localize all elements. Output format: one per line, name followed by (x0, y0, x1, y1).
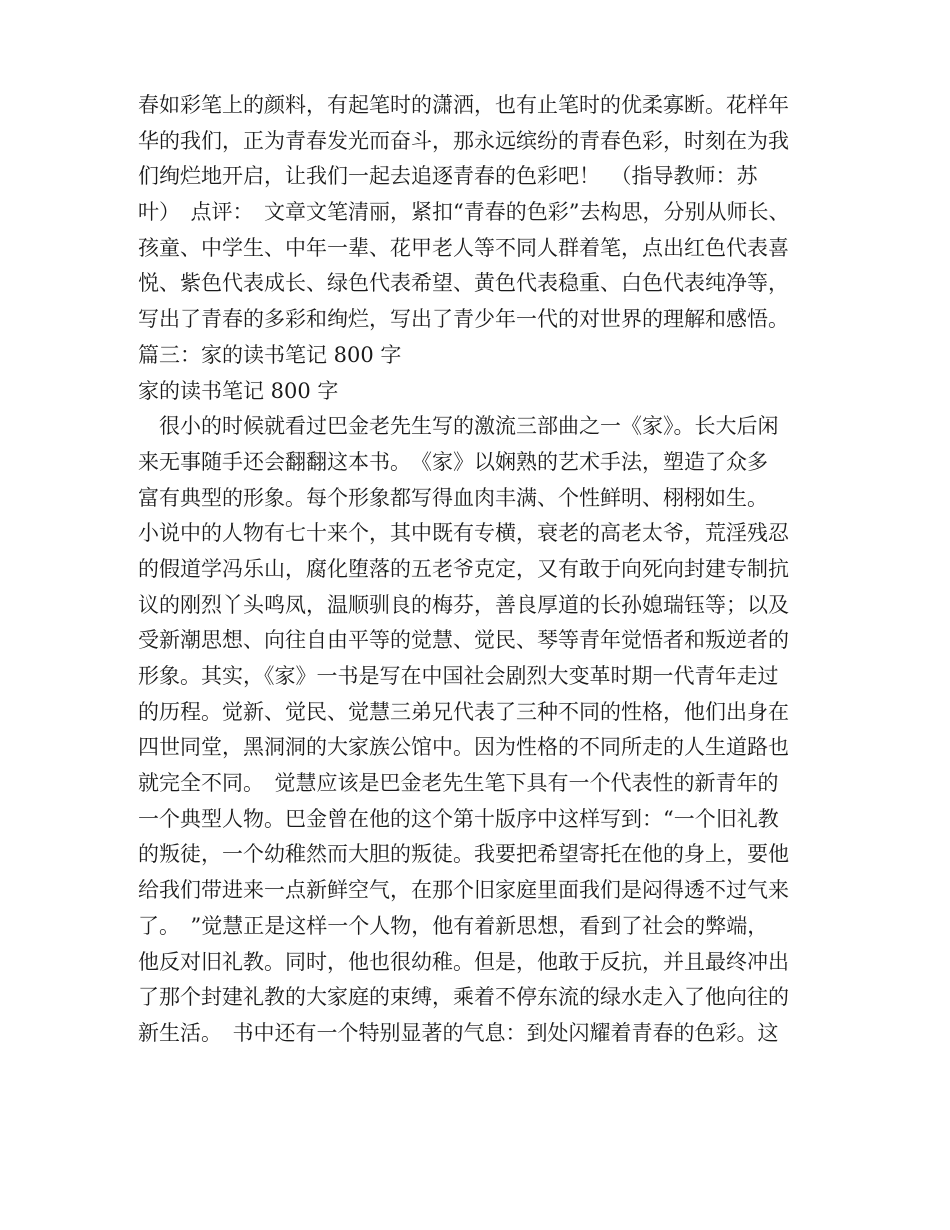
text-line-3: 们绚烂地开启，让我们一起去追逐青春的色彩吧！ （指导教师：苏 (138, 164, 758, 189)
text-line-22: 的叛徒，一个幼稚然而大胆的叛徒。我要把希望寄托在他的身上，要他 (138, 842, 789, 867)
text-line-23: 给我们带进来一点新鲜空气，在那个旧家庭里面我们是闷得透不过气来 (138, 878, 789, 903)
text-line-14: 的假道学冯乐山，腐化堕落的五老爷克定，又有敢于向死向封建专制抗 (138, 556, 789, 581)
text-line-20: 就完全不同。 觉慧应该是巴金老先生笔下具有一个代表性的新青年的 (138, 771, 779, 796)
text-line-17: 形象。其实，《家》一书是写在中国社会剧烈大变革时期一代青年走过 (138, 664, 779, 688)
text-line-1: 春如彩笔上的颜料，有起笔时的潇洒，也有止笔时的优柔寡断。花样年 (138, 93, 789, 117)
text-line-21: 一个典型人物。巴金曾在他的这个第十版序中这样写到：“一个旧礼教 (138, 806, 779, 831)
text-line-7: 写出了青春的多彩和绚烂，写出了青少年一代的对世界的理解和感悟。 (138, 307, 789, 332)
text-line-13: 小说中的人物有七十来个，其中既有专横，衰老的高老太爷，荒淫残忍 (138, 521, 789, 546)
text-line-24: 了。 ”觉慧正是这样一个人物，他有着新思想，看到了社会的弊端， (138, 913, 769, 938)
text-line-10: 很小的时候就看过巴金老先生写的激流三部曲之一《家》。长大后闲 (138, 414, 779, 439)
text-line-16: 受新潮思想、向往自由平等的觉慧、觉民、琴等青年觉悟者和叛逆者的 (138, 628, 789, 653)
text-line-18: 的历程。觉新、觉民、觉慧三弟兄代表了三种不同的性格，他们出身在 (138, 699, 789, 724)
text-line-12: 富有典型的形象。每个形象都写得血肉丰满、个性鲜明、栩栩如生。 (138, 485, 768, 510)
document-body (138, 88, 828, 1052)
text-line-5: 孩童、中学生、中年一辈、花甲老人等不同人群着笔，点出红色代表喜 (138, 235, 789, 260)
section-heading: 篇三：家的读书笔记 800 字 (138, 342, 402, 367)
text-line-27: 新生活。 书中还有一个特别显著的气息：到处闪耀着青春的色彩。这 (138, 1020, 779, 1045)
text-line-2: 华的我们，正为青春发光而奋斗，那永远缤纷的青春色彩，时刻在为我 (138, 128, 789, 153)
text-line-26: 了那个封建礼教的大家庭的束缚，乘着不停东流的绿水走入了他向往的 (138, 985, 789, 1010)
text-line-6: 悦、紫色代表成长、绿色代表希望、黄色代表稳重、白色代表纯净等， (138, 271, 789, 296)
text-line-19: 四世同堂，黑洞洞的大家族公馆中。因为性格的不同所走的人生道路也 (138, 735, 789, 760)
text-line-4: 叶） 点评： 文章文笔清丽，紧扣“青春的色彩”去构思，分别从师长、 (138, 200, 790, 225)
text-line-11: 来无事随手还会翻翻这本书。 《家》以娴熟的艺术手法，塑造了众多 (138, 449, 768, 474)
text-line-15: 议的刚烈丫头鸣凤，温顺驯良的梅芬，善良厚道的长孙媳瑞钰等；以及 (138, 592, 789, 617)
text-line-25: 他反对旧礼教。同时，他也很幼稚。但是，他敢于反抗，并且最终冲出 (138, 949, 789, 974)
article-title: 家的读书笔记 800 字 (138, 378, 339, 403)
